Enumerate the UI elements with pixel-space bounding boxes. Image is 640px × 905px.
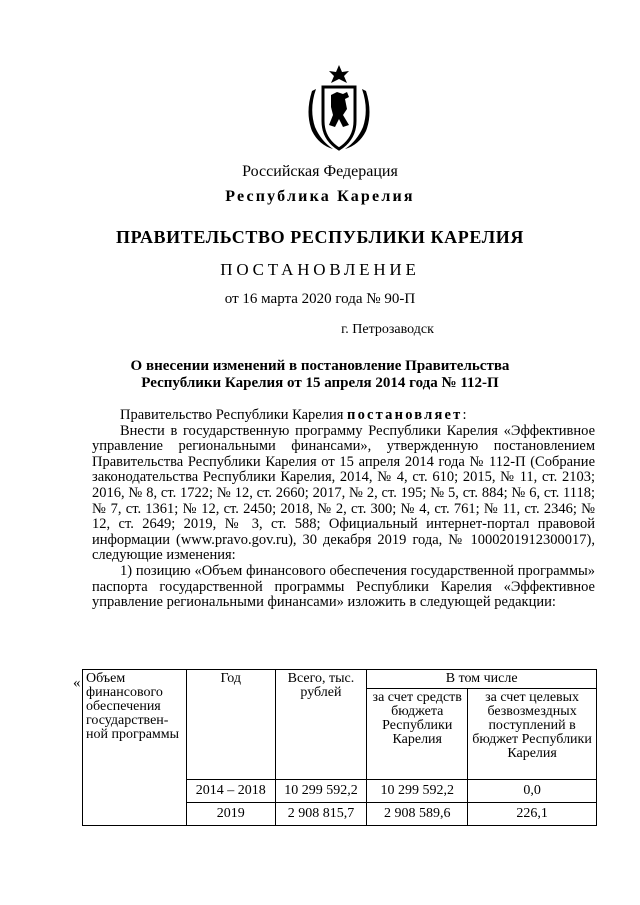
row-budget: 10 299 592,2 [367,780,468,803]
intro-paragraph [92,408,595,424]
intro-suffix: : [462,407,467,423]
item-1: 1) позицию «Объем финансового обеспечения государственной программы» паспорта государственной программы Республики Карелия «Эффективное управление региональными финансами» изложить в следующей редакции: [92,562,595,611]
financing-table [82,669,597,826]
total-header: Всего, тыс. рублей [275,670,367,780]
document-date-number: от 16 марта 2020 года № 90-П [224,291,416,307]
country-name: Российская Федерация [242,163,398,180]
republic-name: Республика Карелия [225,188,415,205]
budget-header: за счет средств бюджета Республики Карелия [367,689,468,780]
item-name-cell: Объем финансового обеспечения государствен-ной программы [83,670,187,826]
document-body [92,408,595,611]
subject-line-2: Республики Карелия от 15 апреля 2014 года № 112-П [141,375,499,391]
row-total: 10 299 592,2 [275,780,367,803]
row-total: 2 908 815,7 [275,803,367,826]
document-type: ПОСТАНОВЛЕНИЕ [220,260,420,279]
intro-verb: постановляет [347,407,463,423]
subject-line-1: О внесении изменений в постановление Правительства [130,358,510,374]
intro-prefix: Правительство Республики Карелия [120,407,348,423]
table-open-quote: « [73,675,81,691]
grants-header: за счет целевых безвозмездных поступлений в бюджет Республики Карелия [468,689,597,780]
row-year: 2019 [186,803,275,826]
document-subject [0,358,640,392]
government-title: ПРАВИТЕЛЬСТВО РЕСПУБЛИКИ КАРЕЛИЯ [116,227,524,247]
year-header: Год [186,670,275,780]
row-budget: 2 908 589,6 [367,803,468,826]
including-header: В том числе [367,670,597,689]
table-header-row [83,670,597,689]
row-year: 2014 – 2018 [186,780,275,803]
coat-of-arms-icon [303,65,375,153]
paragraph-1: Внести в государственную программу Республики Карелия «Эффективное управление региональными финансами», утвержденную постановлением Правительства Республики Карелия от 15 апреля 2014 года № 112-П (Собрание законодательства Республики Карелия, 2014, № 4, ст. 610; 2015, № 11, ст. 2103; 2016, № 8, ст. 1722; № 12, ст. 2660; 2017, № 2, ст. 195; № 5, ст. 884; № 6, ст. 1118; № 7, ст. 1361; № 12, ст. 2450; 2018, № 2, ст. 300; № 4, ст. 761; № 11, ст. 2346; № 12, ст. 2649; 2019, № 3, ст. 588; Официальный интернет-портал правовой информации (www.pravo.gov.ru), 30 декабря 2019 года, № 1000201912300017), следующие изменения: [92,422,595,564]
document-city: г. Петрозаводск [341,322,434,337]
row-grants: 0,0 [468,780,597,803]
row-grants: 226,1 [468,803,597,826]
